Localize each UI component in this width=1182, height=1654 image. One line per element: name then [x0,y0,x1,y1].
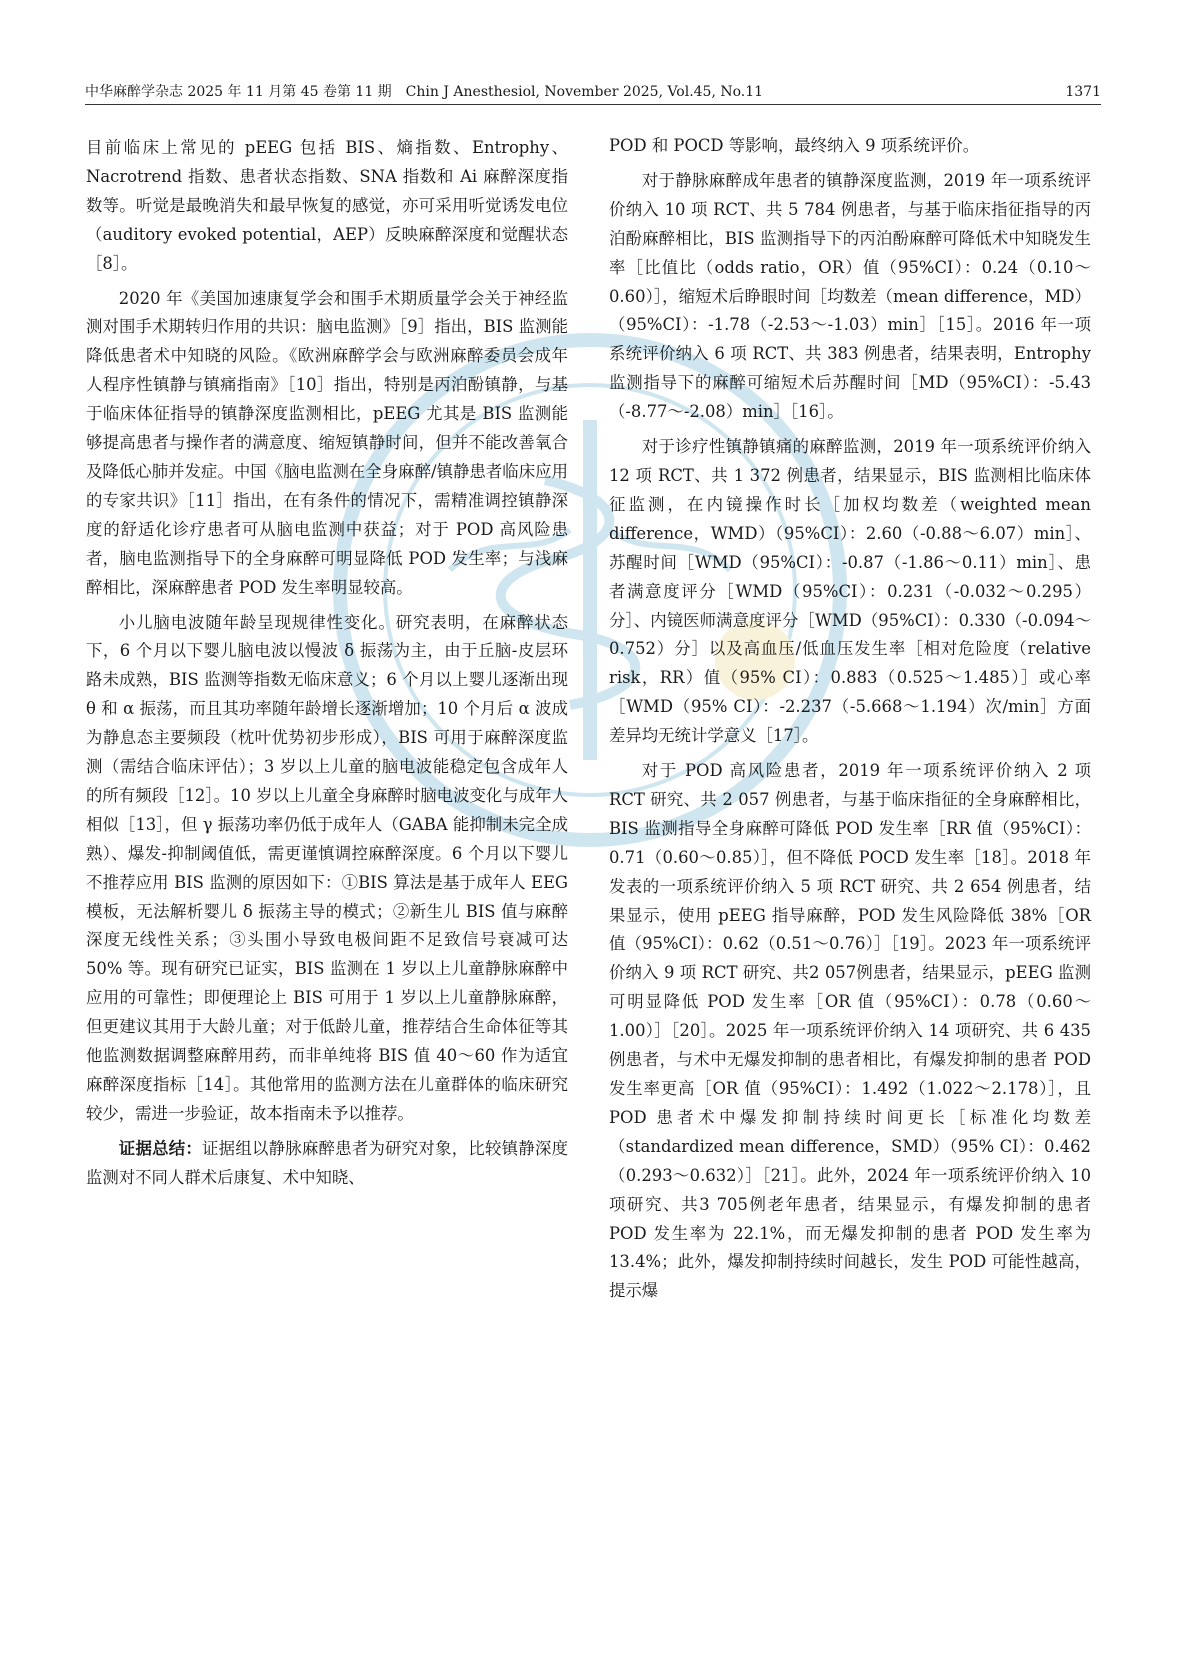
paragraph-text: 对于 POD 高风险患者，2019 年一项系统评价纳入 2 项 RCT 研究、共 2 057 例患者，与基于临床指征的全身麻醉相比，BIS 监测指导全身麻醉可降低 POD 发生率［RR 值（95%CI）：0.71（0.60～0.85）］，但不降低 POCD 发生率［18］。2018 年发表的一项系统评价纳入 5 项 RCT 研究、共 2 654 例患者，结果显示，使用 pEEG 指导麻醉，POD 发生风险降低 38%［OR 值（95%CI）：0.62（0.51～0.76）］［19］。2023 年一项系统评价纳入 9 项 RCT 研究、共2 057例患者，结果显示，pEEG 监测可明显降低 POD 发生率［OR 值（95%CI）：0.78（0.60～1.00）］［20］。2025 年一项系统评价纳入 14 项研究、共 6 435 例患者，与术中无爆发抑制的患者相比，有爆发抑制的患者 POD 发生率更高［OR 值（95%CI）：1.492（1.022～2.178）］，且 POD 患者术中爆发抑制持续时间更长［标准化均数差（standardized mean difference，SMD）（95% CI）：0.462（0.293～0.632）］［21］。此外，2024 年一项系统评价纳入 10 项研究、共3 705例老年患者，结果显示，有爆发抑制的患者 POD 发生率为 22.1%，而无爆发抑制的患者 POD 发生率为 13.4%；此外，爆发抑制持续时间越长，发生 POD 可能性越高，提示爆 [609,761,1091,1301]
paragraph-text: 证据组以静脉麻醉患者为研究对象，比较镇静深度监测对不同人群术后康复、术中知晓、 [86,1138,568,1187]
paragraph [609,433,1091,751]
paragraph-text: 2020 年《美国加速康复学会和围手术期质量学会关于神经监测对围手术期转归作用的共识：脑电监测》［9］指出，BIS 监测能降低患者术中知晓的风险。《欧洲麻醉学会与欧洲麻醉委员会成年人程序性镇静与镇痛指南》［10］指出，特别是丙泊酚镇静，与基于临床体征指导的镇静深度监测相比，pEEG 尤其是 BIS 监测能够提高患者与操作者的满意度、缩短镇静时间，但并不能改善氧合及降低心肺并发症。中国《脑电监测在全身麻醉/镇静患者临床应用的专家共识》［11］指出，在有条件的情况下，需精准调控镇静深度的舒适化诊疗患者可从脑电监测中获益；对于 POD 高风险患者，脑电监测指导下的全身麻醉可明显降低 POD 发生率；与浅麻醉相比，深麻醉患者 POD 发生率明显较高。 [86,288,568,597]
paragraph [609,167,1091,427]
page-number: 1371 [1065,84,1101,100]
paragraph-text: 目前临床上常见的 pEEG 包括 BIS、熵指数、Entrophy、Nacrotrend 指数、患者状态指数、SNA 指数和 Ai 麻醉深度指数等。听觉是最晚消失和最早恢复的感觉，亦可采用听觉诱发电位（auditory evoked potential，AEP）反映麻醉深度和觉醒状态［8］。 [86,138,568,273]
paragraph [86,1135,568,1193]
left-column [86,134,568,1193]
paragraph [86,285,568,603]
right-column [609,132,1091,1306]
paragraph-text: 小儿脑电波随年龄呈现规律性变化。研究表明，在麻醉状态下，6 个月以下婴儿脑电波以慢波 δ 振荡为主，由于丘脑-皮层环路未成熟，BIS 监测等指数无临床意义；6 个月以上婴儿逐渐出现 θ 和 α 振荡，而且其功率随年龄增长逐渐增加；10 个月后 α 波成为静息态主要频段（枕叶优势初步形成），BIS 可用于麻醉深度监测（需结合临床评估）；3 岁以上儿童的脑电波能稳定包含成年人的所有频段［12］。10 岁以上儿童全身麻醉时脑电波变化与成年人相似［13］，但 γ 振荡功率仍低于成年人（GABA 能抑制未完全成熟）、爆发-抑制阈值低，需更谨慎调控麻醉深度。6 个月以下婴儿不推荐应用 BIS 监测的原因如下：①BIS 算法是基于成年人 EEG 模板，无法解析婴儿 δ 振荡主导的模式；②新生儿 BIS 值与麻醉深度无线性关系；③头围小导致电极间距不足致信号衰减可达 50% 等。现有研究已证实，BIS 监测在 1 岁以上儿童静脉麻醉中应用的可靠性；即便理论上 BIS 可用于 1 岁以上儿童静脉麻醉，但更建议其用于大龄儿童；对于低龄儿童，推荐结合生命体征等其他监测数据调整麻醉用药，而非单纯将 BIS 值 40～60 作为适宜麻醉深度指标［14］。其他常用的监测方法在儿童群体的临床研究较少，需进一步验证，故本指南未予以推荐。 [86,612,568,1123]
paragraph-text: 对于诊疗性镇静镇痛的麻醉监测，2019 年一项系统评价纳入 12 项 RCT、共 1 372 例患者，结果显示，BIS 监测相比临床体征监测，在内镜操作时长［加权均数差（weighted mean difference，WMD）（95%CI）：2.60（-0.88～6.07）min］、苏醒时间［WMD（95%CI）：-0.87（-1.86～0.11）min］、患者满意度评分［WMD（95%CI）：0.231（-0.032～0.295）分］、内镜医师满意度评分［WMD（95%CI）：0.330（-0.094～0.752）分］以及高血压/低血压发生率［相对危险度（relative risk，RR）值（95% CI）：0.883（0.525～1.485）］或心率［WMD（95% CI）：-2.237（-5.668～1.194）次/min］方面差异均无统计学意义［17］。 [609,437,1091,746]
paragraph [609,757,1091,1306]
paragraph [609,132,1091,161]
paragraph-text: 对于静脉麻醉成年患者的镇静深度监测，2019 年一项系统评价纳入 10 项 RCT、共 5 784 例患者，与基于临床指征指导的丙泊酚麻醉相比，BIS 监测指导下的丙泊酚麻醉可降低术中知晓发生率［比值比（odds ratio，OR）值（95%CI）：0.24（0.10～0.60）］，缩短术后睁眼时间［均数差（mean difference，MD）（95%CI）：-1.78（-2.53～-1.03）min］［15］。2016 年一项系统评价纳入 6 项 RCT、共 383 例患者，结果表明，Entrophy 监测指导下的麻醉可缩短术后苏醒时间［MD（95%CI）：-5.43（-8.77～-2.08）min］［16］。 [609,170,1091,422]
paragraph [86,134,568,279]
paragraph-text: POD 和 POCD 等影响，最终纳入 9 项系统评价。 [609,136,980,155]
paragraph [86,609,568,1129]
running-header [85,80,1101,105]
section-label: 证据总结： [118,1138,203,1158]
journal-running-head: 中华麻醉学杂志 2025 年 11 月第 45 卷第 11 期 Chin J Anesthesiol, November 2025, Vol.45, No.11 [85,84,764,100]
